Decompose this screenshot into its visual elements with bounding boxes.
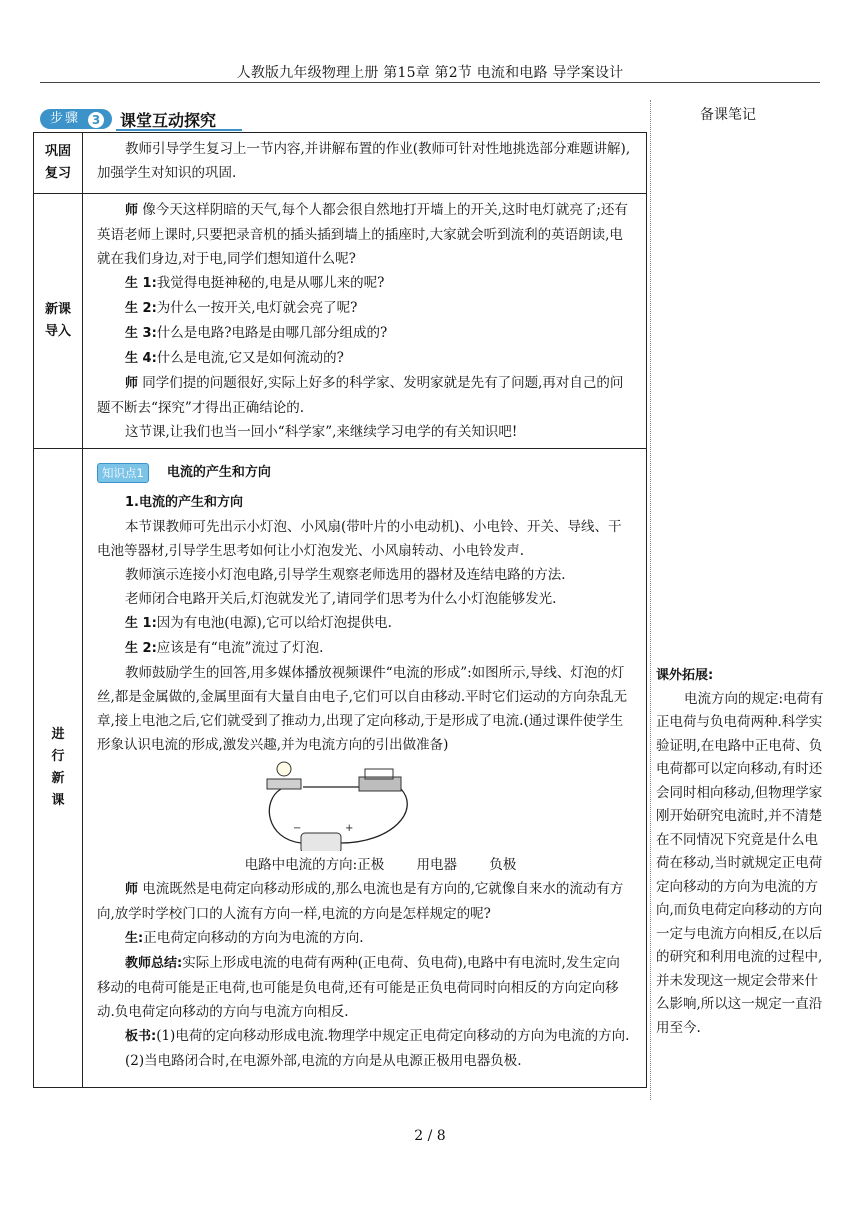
label-line: 导入 <box>44 324 71 339</box>
lesson-paragraph: 教师鼓励学生的回答,用多媒体播放视频课件“电流的形成”:如图所示,导线、灯泡的灯丝,都是金属做的,金属里面有大量自由电子,它们可以自由移动.平时它们运动的方向杂乱无章,接上电池之后,它们就受到了推动力,出现了定向移动,于是形成了电流.(通过课件使学生形象认识电流的形成,激发兴趣,并为电流方向的引出做准备) <box>97 665 628 753</box>
intro-paragraph <box>97 346 632 371</box>
row-label-review <box>34 133 83 194</box>
caption-part: 用电器 <box>416 857 458 873</box>
sub-title: 1.电流的产生和方向 <box>125 495 243 510</box>
bulb-icon <box>277 762 291 776</box>
lesson-paragraph <box>97 877 632 926</box>
step-pill-label: 步骤 <box>50 111 81 126</box>
label-line: 巩固 <box>44 144 71 159</box>
speaker-label: 生 1: <box>125 276 157 291</box>
lesson-text: 实际上形成电流的电荷有两种(正电荷、负电荷),电路中有电流时,发生定向移动的电荷可能是正电荷,也可能是负电荷,还有可能是正负电荷同时向相反的方向定向移动.负电荷定向移动的方向与电流方向相反. <box>97 955 620 1020</box>
step-title: 课堂互动探究 <box>120 111 217 130</box>
speaker-label: 生 2: <box>125 641 157 656</box>
row-label-intro <box>34 194 83 449</box>
lesson-table <box>33 132 647 1088</box>
speaker-label: 师 <box>125 203 139 218</box>
lamp-base <box>267 779 301 789</box>
label-line: 新课 <box>44 302 71 317</box>
row-label-lesson <box>34 449 83 1088</box>
knowledge-point-badge: 知识点1 <box>97 463 149 483</box>
lesson-text: 因为有电池(电源),它可以给灯泡提供电. <box>156 615 392 631</box>
lesson-text: 电流既然是电荷定向移动形成的,那么电流也是有方向的,它就像自来水的流动有方向,放学时学校门口的人流有方向一样,电流的方向是怎样规定的呢? <box>97 881 624 922</box>
lesson-paragraph <box>97 636 632 661</box>
prep-notes-title: 备课笔记 <box>700 107 756 123</box>
step-underline <box>116 129 242 131</box>
review-text: 教师引导学生复习上一节内容,并讲解布置的作业(教师可针对性地挑选部分难题讲解),加强学生对知识的巩固. <box>97 141 631 181</box>
label-line: 新 <box>51 771 65 786</box>
page-number: 2 / 8 <box>414 1128 446 1144</box>
battery-positive-mark: + <box>345 823 354 834</box>
intro-paragraph: 这节课,让我们也当一回小“科学家”,来继续学习电学的有关知识吧! <box>125 424 518 440</box>
lesson-paragraph: 教师演示连接小灯泡电路,引导学生观察老师选用的器材及连结电路的方法. <box>125 567 566 583</box>
side-divider <box>650 100 651 1100</box>
intro-paragraph <box>97 296 632 321</box>
lesson-text: 正电荷定向移动的方向为电流的方向. <box>143 930 364 946</box>
speaker-label: 生: <box>125 931 144 946</box>
speaker-label: 生 2: <box>125 301 157 316</box>
speaker-label: 师 <box>125 882 139 897</box>
intro-text: 像今天这样阴暗的天气,每个人都会很自然地打开墙上的开关,这时电灯就亮了;还有英语老师上课时,只要把录音机的插头插到墙上的插座时,大家就会听到流利的英语朗读,电就在我们身边,对于电,同学们想知道什么呢? <box>97 202 628 267</box>
extension-title: 课外拓展: <box>656 668 714 683</box>
intro-paragraph <box>97 321 632 346</box>
row-lesson <box>34 449 647 1088</box>
label-line: 行 <box>51 749 65 764</box>
lesson-paragraph: 本节课教师可先出示小灯泡、小风扇(带叶片的小电动机)、小电铃、开关、导线、干电池等器材,引导学生思考如何让小灯泡发光、小风扇转动、小电铃发声. <box>97 519 622 559</box>
step-banner <box>40 108 250 130</box>
intro-text: 同学们提的问题很好,实际上好多的科学家、发明家就是先有了问题,再对自己的问题不断去“探究”才得出正确结论的. <box>97 375 624 416</box>
lesson-paragraph <box>97 611 632 636</box>
speaker-label: 生 3: <box>125 326 157 341</box>
figure-caption <box>97 853 632 877</box>
step-pill <box>40 109 112 129</box>
label-line: 进 <box>51 727 65 742</box>
caption-part: 负极 <box>489 857 517 873</box>
lesson-paragraph: (2)当电路闭合时,在电源外部,电流的方向是从电源正极用电器负极. <box>125 1053 522 1069</box>
speaker-label: 板书: <box>125 1029 157 1044</box>
intro-text: 什么是电流,它又是如何流动的? <box>156 350 344 366</box>
side-extension <box>656 664 824 1040</box>
lesson-text: (1)电荷的定向移动形成电流.物理学中规定正电荷定向移动的方向为电流的方向. <box>156 1028 630 1044</box>
lesson-content <box>83 449 647 1088</box>
row-review <box>34 133 647 194</box>
caption-part: 电路中电流的方向:正极 <box>244 857 385 873</box>
knowledge-point-header <box>97 461 632 485</box>
review-content <box>83 133 647 194</box>
extension-body: 电流方向的规定:电荷有正电荷与负电荷两种.科学实验证明,在电路中正电荷、负电荷都可以定向移动,有时还会同时相向移动,但物理学家刚开始研究电流时,并不清楚在不同情况下究竟是什么电荷在移动,当时就规定正电荷定向移动的方向为电流的方向,而负电荷定向移动的方向一定与电流方向相反,在以后的研究和利用电流的过程中,并未发现这一规定会带来什么影响,所以这一规定一直沿用至今. <box>656 690 824 1036</box>
lesson-paragraph <box>97 1024 632 1049</box>
label-line: 复习 <box>44 166 71 181</box>
lesson-paragraph <box>97 951 632 1024</box>
intro-paragraph <box>97 198 632 271</box>
lesson-paragraph <box>97 926 632 951</box>
intro-content <box>83 194 647 449</box>
header-rule <box>40 82 820 83</box>
knowledge-point-title: 电流的产生和方向 <box>166 465 271 480</box>
row-intro <box>34 194 647 449</box>
battery-negative-mark: − <box>293 823 302 834</box>
speaker-label: 师 <box>125 376 139 391</box>
intro-paragraph <box>97 371 632 420</box>
speaker-label: 生 1: <box>125 616 157 631</box>
label-line: 课 <box>51 793 65 808</box>
lesson-paragraph: 老师闭合电路开关后,灯泡就发光了,请同学们思考为什么小灯泡能够发光. <box>125 591 557 607</box>
intro-text: 为什么一按开关,电灯就会亮了呢? <box>156 300 358 316</box>
battery-icon <box>301 833 341 851</box>
circuit-diagram <box>261 761 421 851</box>
lesson-text: 应该是有“电流”流过了灯泡. <box>156 640 324 656</box>
speaker-label: 生 4: <box>125 351 157 366</box>
intro-paragraph <box>97 271 632 296</box>
document-header: 人教版九年级物理上册 第15章 第2节 电流和电路 导学案设计 <box>236 65 624 81</box>
speaker-label: 教师总结: <box>125 956 183 971</box>
intro-text: 我觉得电挺神秘的,电是从哪儿来的呢? <box>156 275 385 291</box>
intro-text: 什么是电路?电路是由哪几部分组成的? <box>156 325 388 341</box>
step-number: 3 <box>88 112 104 128</box>
circuit-figure <box>97 761 632 851</box>
